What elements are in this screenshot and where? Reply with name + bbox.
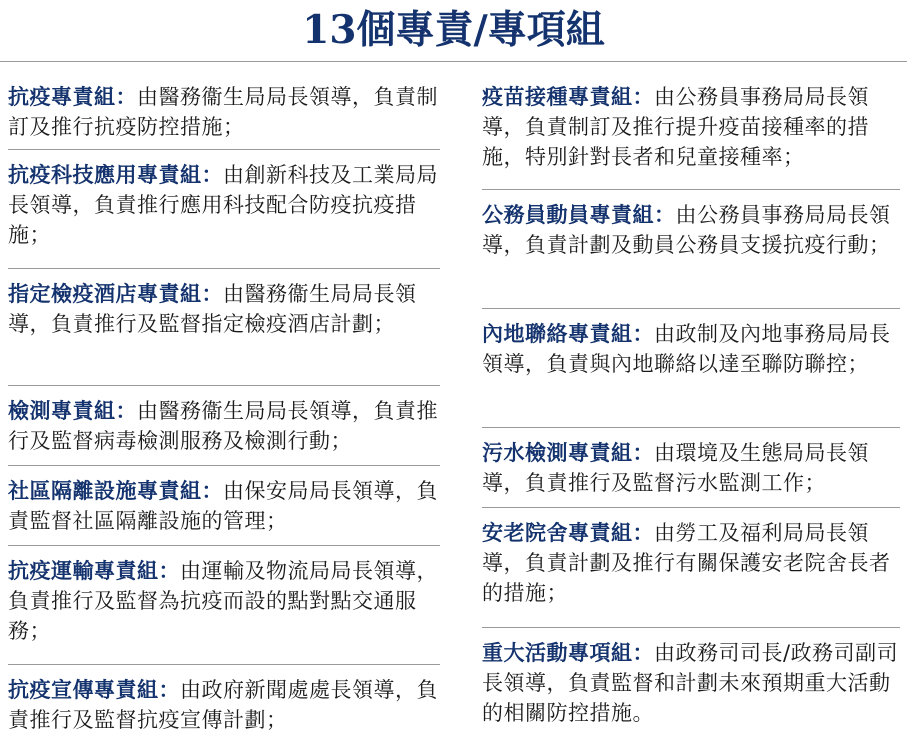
group-description: 由創新科技及工業局局長領導，負責推行應用科技配合防疫抗疫措施； [8,163,438,247]
group-name: 抗疫科技應用專責組： [8,163,223,187]
group-description: 由醫務衞生局局長領導，負責推行及監督病毒檢測服務及檢測行動； [8,399,438,453]
group-name: 重大活動專項組： [482,641,654,665]
group-description: 由公務員事務局局長領導，負責制訂及推行提升疫苗接種率的措施，特別針對長者和兒童接種率； [482,85,869,169]
title-divider [0,61,907,62]
group-name: 抗疫運輸專責組： [8,559,180,583]
group-description: 由公務員事務局局長領導，負責計劃及動員公務員支援抗疫行動； [482,203,891,257]
group-item [482,428,900,508]
group-name: 安老院舍專責組： [482,521,654,545]
group-description: 由保安局局長領導，負責監督社區隔離設施的管理； [8,479,438,533]
group-name: 疫苗接種專責組： [482,85,654,109]
group-item [8,386,440,466]
group-name: 公務員動員專責組： [482,203,676,227]
group-description: 由運輸及物流局局長領導，負責推行及監督為抗疫而設的點對點交通服務； [8,559,438,643]
group-name: 污水檢測專責組： [482,441,654,465]
group-item [482,190,900,309]
group-item [482,72,900,190]
group-name: 抗疫專責組： [8,85,137,109]
right-column [482,72,900,743]
group-item [8,466,440,546]
left-column [8,72,440,745]
group-description: 由政府新聞處處長領導，負責推行及監督抗疫宣傳計劃； [8,678,438,732]
group-item [8,665,440,745]
group-name: 社區隔離設施專責組： [8,479,223,503]
group-description: 由醫務衞生局局長領導，負責制訂及推行抗疫防控措施； [8,85,438,139]
group-name: 內地聯絡專責組： [482,322,654,346]
group-item [482,628,900,743]
group-description: 由政務司司長/政務司副司長領導，負責監督和計劃未來預期重大活動的相關防控措施。 [482,641,899,725]
group-item [8,72,440,150]
group-description: 由勞工及福利局局長領導，負責計劃及推行有關保護安老院舍長者的措施； [482,521,891,605]
group-item [8,150,440,269]
group-item [8,546,440,665]
group-name: 抗疫宣傳專責組： [8,678,180,702]
group-description: 由醫務衞生局局長領導，負責推行及監督指定檢疫酒店計劃； [8,282,417,336]
page-title: 13個專責/專項組 [302,7,605,53]
group-item [482,309,900,428]
group-item [8,269,440,386]
group-description: 由環境及生態局局長領導，負責推行及監督污水監測工作； [482,441,869,495]
group-name: 指定檢疫酒店專責組： [8,282,223,306]
group-name: 檢測專責組： [8,399,137,423]
group-description: 由政制及內地事務局局長領導，負責與內地聯絡以達至聯防聯控； [482,322,891,376]
group-item [482,508,900,628]
